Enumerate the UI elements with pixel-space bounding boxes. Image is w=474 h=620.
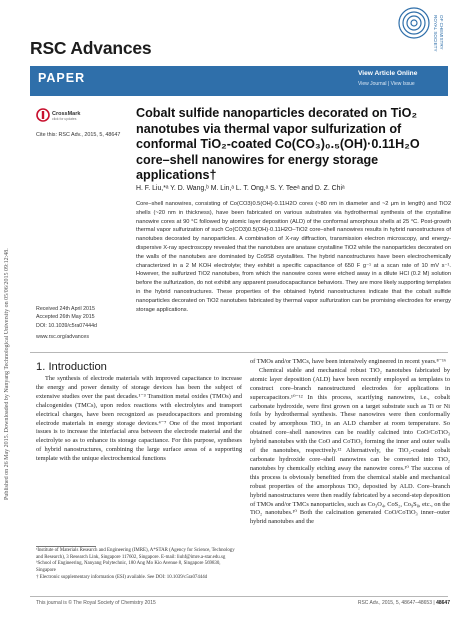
rsc-logo[interactable] <box>394 3 446 57</box>
intro-left-column <box>36 375 242 464</box>
intro-right-column <box>250 358 450 527</box>
footer-citation: RSC Adv., 2015, 5, 48647–48653 | 48647 <box>357 600 450 606</box>
footer-cite: RSC Adv., 2015, 5, 48647–48653 <box>357 600 432 606</box>
cite-this: Cite this: RSC Adv., 2015, 5, 48647 <box>36 132 121 138</box>
rsc-logo-text-1: ROYAL SOCIETY <box>433 15 438 52</box>
rsc-logo-text-2: OF CHEMISTRY <box>439 15 444 50</box>
journal-site-link[interactable]: www.rsc.org/advances <box>36 334 89 340</box>
view-journal-issue-links[interactable]: View Journal | View Issue <box>358 81 415 87</box>
article-title: Cobalt sulfide nanoparticles decorated on TiO₂ nanotubes via thermal vapor sulfurization of conformal TiO₂-coated Co(CO₃)₀.₅(OH)·0.11H₂O core–shell nanowires for energy storage applications† <box>136 106 420 183</box>
footnote-affiliation-b: ᵇSchool of Engineering, Nanyang Polytechnic, 180 Ang Mo Kio Avenue 8, Singapore 569830, Singapore <box>36 561 221 574</box>
footnotes <box>36 548 241 582</box>
section-divider <box>30 352 448 353</box>
accepted-date: Accepted 26th May 2015 <box>36 314 95 320</box>
download-notice: Published on 26 May 2015. Downloaded by Nanyang Technological University on 05/06/2015 09:12:48. <box>4 248 10 500</box>
intro-paragraph-2: Chemical stable and mechanical robust TiO₂ nanotubes fabricated by atomic layer deposition (ALD) have been recently employed as templates to construct core–branch nanostructured electrodes for applications in supercapacitors.¹⁰⁻¹² In this process, scarifying nanowires, i.e., cobalt carbonate hydroxide, were first grown on a target substrate such as Ti or Ni foils by hydrothermal synthesis. These nanowires were then conformally coated by amorphous TiO₂ in an ALD chamber at room temperature. So obtained core–shell nanowires can be readily calcined into CoO/CoTiO₃ hybrid nanotubes with the CoO and CoTiO₃ forming the inner and outer walls of the nanotubes, respectively.¹² Alternatively, the TiO₂-coated cobalt carbonate hydroxide core–shell nanowires can be converted into TiO₂ nanotubes by chemically etching away the nanowire cores.¹⁰ The success of this process is obviously benefited from the chemical stable and mechanical robust properties of the amorphous TiO₂ deposited by ALD. Core–branch hybrid nanostructures were then readily fabricated by a second-step deposition of TMOs and/or TMCs nanoparticles, such as Co₃O₄, CoS₂, Co₉S₈, etc., on the TiO₂ nanotubes.¹⁰ Both the calcination generated CoO/CoTiO₃ inner–outer hybrid nanotubes and the <box>250 366 450 526</box>
footnote-affiliation-a: ᵃInstitute of Materials Research and Engineering (IMRE), A*STAR (Agency for Science, Technology and Research), 3 Research Link, Singapore 117602, Singapore. E-mail: liuhf@imre.a-star.edu.sg <box>36 548 235 560</box>
crossmark-badge[interactable] <box>36 108 94 122</box>
footer-copyright: This journal is © The Royal Society of Chemistry 2015 <box>36 600 156 606</box>
crossmark-sub: click for updates <box>52 117 77 121</box>
rsc-logo-icon <box>399 8 429 38</box>
journal-name[interactable]: RSC Advances <box>30 38 152 58</box>
footer-divider <box>30 596 448 597</box>
received-date: Received 24th April 2015 <box>36 306 95 312</box>
submission-dates <box>36 305 95 321</box>
abstract: Core–shell nanowires, consisting of Co(CO3)0.5(OH)·0.11H2O cores (~80 nm in diameter and ~2 μm in length) and TiO2 shells (~20 nm in thickness), have been fabricated on various substrates via hydrothermal synthesis of the crystalline nanowire cores at 90 °C followed by atomic layer deposition (ALD) of the conformal amorphous shells at 25 °C. Post-growth thermal vapor sulfurization of such Co(CO3)0.5(OH)·0.11H2O–TiO2 core–shell nanowires results in hybrid nanostructures of nanotubes decorated by nanoparticles. A combination of X-ray diffraction, transmission electron microscopy, and energy-dispersive X-ray spectroscopy revealed that the nanotubes are anatase crystalline TiO2 while the nanoparticles decorated on the walls of the nanotubes are dominated by Co9S8 crystallites. The hybrid nanostructures have been electrochemically characterized in a 2 M KOH electrolyte; they exhibit a specific capacitance of 650 F g⁻¹ at a scan rate of 10 mV s⁻¹. However, the sulfurized TiO2 nanotubes, from which the nanowire cores were etched away in a dilute HCl (0.2 M) solution before the sulfurization, do not exhibit any apparent pseudocapacitance behaviors. They are more likely supporting templates in the hybrid nanostructures. These properties of the obtained hybrid nanostructures indicate that the cobalt sulfide nanoparticles decorated on TiO2 nanotubes fabricated by thermal vapor sulfurization can be promising electrodes for energy storage applications. <box>136 201 451 313</box>
view-article-online-link[interactable]: View Article Online <box>358 70 418 77</box>
footnote-esi: † Electronic supplementary information (ESI) available. See DOI: 10.1039/c5ra07444d <box>36 574 208 580</box>
intro-paragraph-1: The synthesis of electrode materials with improved capacitance to increase the energy and power density of storage devices has been the subject of extensive studies over the past decades.¹⁻³ Transition metal oxides (TMOs) and chalcogenides (TMCs), upon redox reactions with electrolytes and transport electrical charges, have been recognized as pseudocapacitors and promising electrode materials in energy storage devices.⁴⁻⁷ One of the most important issues is to increase the interfacial area between the electrode material and the electrolyte so as to enhance its storage capacitance. For this purpose, syntheses of hybrid nanostructures, combining the large surface areas of a supporting template with the unique electrochemical functions <box>36 375 242 463</box>
page-number: 48647 <box>436 600 450 606</box>
section-heading: 1. Introduction <box>36 361 107 373</box>
intro-paragraph-1-cont: of TMOs and/or TMCs, have been intensively engineered in recent years.⁸⁻¹⁶ <box>250 358 447 365</box>
author-list: H. F. Liu,*ᵃ Y. D. Wang,ᵇ M. Lin,ᵃ L. T. Ong,ᵃ S. Y. Teeᵃ and D. Z. Chiᵃ <box>136 185 345 192</box>
article-type-label: PAPER <box>38 71 86 85</box>
doi[interactable]: DOI: 10.1039/c5ra07444d <box>36 323 97 329</box>
crossmark-label: CrossMark <box>52 111 81 117</box>
footnote-rule <box>36 546 96 547</box>
